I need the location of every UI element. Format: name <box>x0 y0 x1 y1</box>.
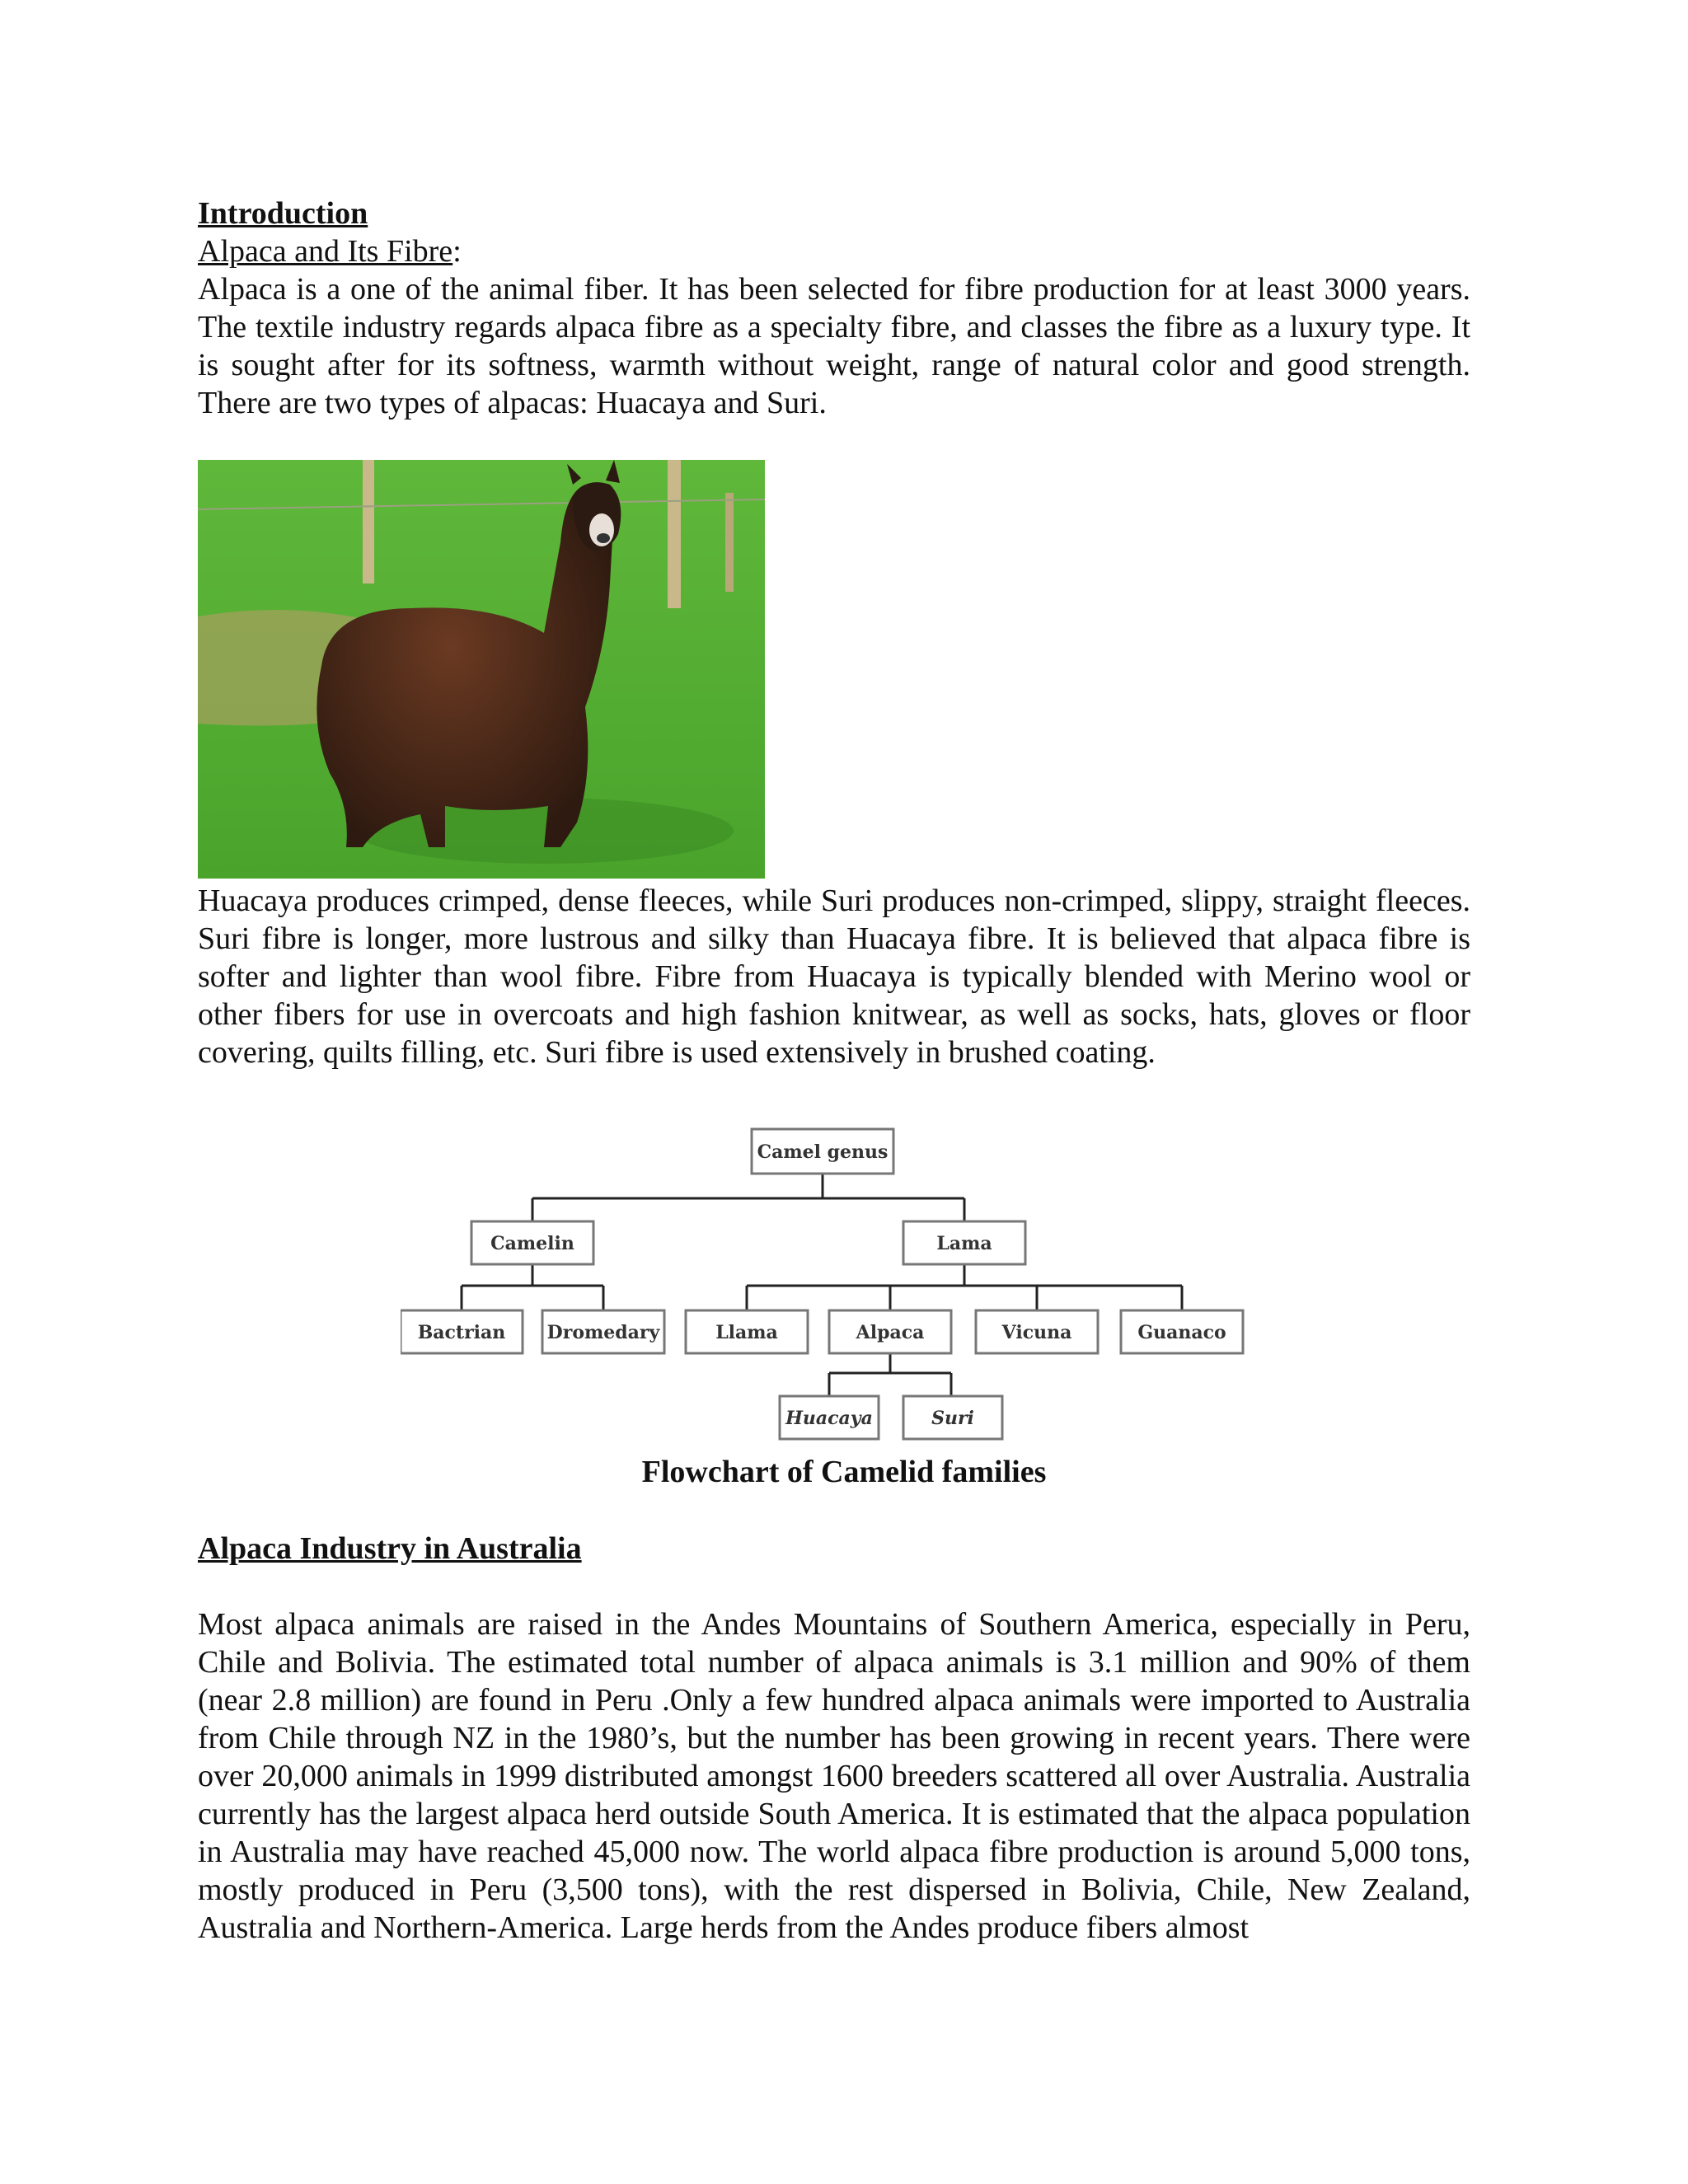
industry-section <box>198 1530 1470 1947</box>
intro-section <box>198 194 1470 422</box>
label-alpaca: Alpaca <box>856 1322 925 1343</box>
subheading-line <box>198 232 1470 270</box>
label-llama: Llama <box>715 1322 778 1343</box>
label-suri: Suri <box>931 1408 974 1429</box>
label-vicuna: Vicuna <box>1001 1322 1072 1343</box>
intro-heading: Introduction <box>198 196 368 231</box>
label-bactrian: Bactrian <box>417 1322 506 1343</box>
label-guanaco: Guanaco <box>1137 1322 1226 1343</box>
fibre-paragraph: Huacaya produces crimped, dense fleeces, while Suri produces non-crimped, slippy, straight fleeces. Suri fibre is longer, more lustrous and silky than Huacaya fibre. It is believed that alpaca fibre is softer and lighter than wool fibre. Fibre from Huacaya is typically blended with Merino wool or other fibers for use in overcoats and high fashion knitwear, as well as socks, hats, gloves or floor covering, quilts filling, etc. Suri fibre is used extensively in brushed coating. <box>198 883 1470 1070</box>
intro-paragraph: Alpaca is a one of the animal fiber. It has been selected for fibre production for at least 3000 years. The textile industry regards alpaca fibre as a specialty fibre, and classes the fibre as a luxury type. It is sought after for its softness, warmth without weight, range of natural color and good strength. There are two types of alpacas: Huacaya and Suri. <box>198 272 1470 420</box>
industry-heading: Alpaca Industry in Australia <box>198 1531 582 1566</box>
intro-subheading-suffix: : <box>452 234 462 269</box>
label-root: Camel genus <box>757 1141 889 1163</box>
label-lama: Lama <box>936 1233 992 1254</box>
label-dromedary: Dromedary <box>546 1322 660 1343</box>
alpaca-photo <box>198 460 765 879</box>
fibre-section <box>198 882 1470 1071</box>
industry-paragraph: Most alpaca animals are raised in the Andes Mountains of Southern America, especially in Peru, Chile and Bolivia. The estimated total number of alpaca animals is 3.1 million and 90% of them (near 2.8 million) are found in Peru .Only a few hundred alpaca animals were imported to Australia from Chile through NZ in the 1980’s, but the number has been growing in recent years. There were over 20,000 animals in 1999 distributed amongst 1600 breeders scattered all over Australia. Australia currently has the largest alpaca herd outside South America. It is estimated that the alpaca population in Australia may have reached 45,000 now. The world alpaca fibre production is around 5,000 tons, mostly produced in Peru (3,500 tons), with the rest dispersed in Bolivia, Chile, New Zealand, Australia and Northern-America. Large herds from the Andes produce fibers almost <box>198 1607 1470 1945</box>
flowchart-connectors <box>462 1174 1182 1396</box>
camelid-flowchart <box>401 1126 1245 1447</box>
label-camelin: Camelin <box>490 1233 574 1254</box>
label-huacaya: Huacaya <box>785 1408 873 1429</box>
flowchart-caption: Flowchart of Camelid families <box>641 1455 1047 1489</box>
intro-subheading: Alpaca and Its Fibre <box>198 234 453 269</box>
